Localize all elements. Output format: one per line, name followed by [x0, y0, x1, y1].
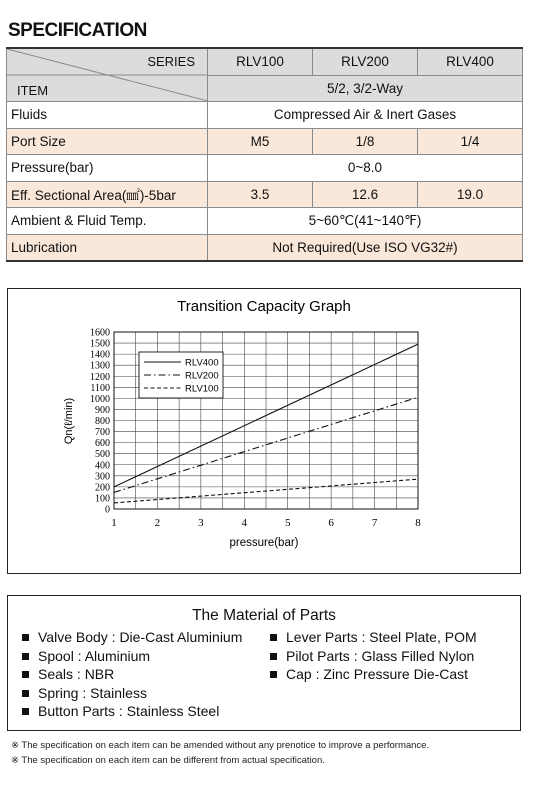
row-value: Compressed Air & Inert Gases: [208, 102, 523, 129]
material-title: The Material of Parts: [192, 607, 336, 624]
series-rlv200: RLV200: [313, 48, 418, 75]
series-rlv400: RLV400: [418, 48, 523, 75]
material-item: [270, 647, 477, 666]
y-tick-label: 1000: [90, 393, 110, 405]
y-tick-label: 1600: [90, 327, 110, 339]
material-text: Cap : Zinc Pressure Die-Cast: [286, 666, 469, 682]
material-item: [270, 628, 477, 647]
row-value: 3.5: [208, 181, 313, 208]
square-bullet-icon: [270, 634, 277, 641]
square-bullet-icon: [22, 708, 29, 715]
y-tick-label: 1100: [90, 382, 110, 394]
material-list-right: [270, 628, 477, 684]
row-value: 12.6: [313, 181, 418, 208]
x-axis-label: pressure(bar): [229, 537, 299, 549]
row-label: Ambient & Fluid Temp.: [7, 208, 208, 235]
specification-table: [6, 47, 523, 262]
x-tick-label: 8: [415, 517, 421, 529]
material-of-parts-box: [7, 595, 521, 731]
x-tick-label: 1: [111, 517, 117, 529]
x-tick-label: 7: [371, 517, 378, 529]
legend-label: RLV200: [185, 370, 219, 382]
square-bullet-icon: [22, 653, 29, 660]
row-label: Port Size: [7, 128, 208, 155]
material-text: Button Parts : Stainless Steel: [38, 703, 220, 719]
y-tick-label: 400: [95, 460, 110, 472]
y-tick-label: 600: [95, 438, 110, 450]
row-value: 1/4: [418, 128, 523, 155]
function-value: 5/2, 3/2-Way: [208, 75, 523, 102]
y-tick-label: 300: [95, 471, 110, 483]
row-value: 5~60℃(41~140℉): [208, 208, 523, 235]
temperature-row: [7, 208, 523, 235]
material-item: [22, 684, 242, 703]
material-text: Valve Body : Die-Cast Aluminium: [38, 629, 243, 645]
chart-svg: [8, 289, 520, 573]
legend-label: RLV400: [185, 357, 219, 369]
square-bullet-icon: [22, 690, 29, 697]
square-bullet-icon: [270, 653, 277, 660]
row-value: Not Required(Use ISO VG32#): [208, 234, 523, 261]
row-label: Eff. Sectional Area(㎟)-5bar: [7, 181, 208, 208]
x-tick-label: 4: [241, 517, 248, 529]
pressure-row: [7, 155, 523, 182]
row-value: 0~8.0: [208, 155, 523, 182]
footnotes: [11, 738, 429, 768]
sectional-area-row: [7, 181, 523, 208]
x-tick-label: 2: [154, 517, 161, 529]
material-text: Seals : NBR: [38, 666, 115, 682]
series-item-header-cell: [7, 48, 208, 102]
row-label: Fluids: [7, 102, 208, 129]
chart-title: Transition Capacity Graph: [177, 298, 351, 315]
footnote: ※ The specification on each item can be amended without any prenotice to improve a performance.: [11, 740, 430, 751]
material-item: [22, 665, 242, 684]
material-item: [270, 665, 477, 684]
square-bullet-icon: [22, 634, 29, 641]
y-tick-label: 500: [95, 449, 110, 461]
x-tick-label: 6: [328, 517, 334, 529]
y-tick-label: 800: [95, 416, 110, 427]
material-item: [22, 647, 242, 666]
y-tick-label: 700: [95, 427, 110, 439]
y-tick-label: 200: [95, 482, 110, 494]
row-label: Lubrication: [7, 234, 208, 261]
row-label: Pressure(bar): [7, 155, 208, 182]
page-title: SPECIFICATION: [8, 20, 147, 41]
legend-label: RLV100: [185, 383, 219, 395]
x-tick-label: 5: [284, 517, 291, 529]
series-label: SERIES: [147, 54, 195, 69]
series-header-row: [7, 48, 523, 75]
row-value: M5: [208, 128, 313, 155]
x-tick-label: 3: [198, 517, 204, 529]
port-size-row: [7, 128, 523, 155]
row-value: 1/8: [313, 128, 418, 155]
material-text: Spool : Aluminium: [38, 647, 151, 664]
y-tick-label: 900: [95, 404, 110, 416]
material-list-left: [22, 628, 242, 721]
lubrication-row: [7, 234, 523, 261]
material-text: Pilot Parts : Glass Filled Nylon: [286, 647, 475, 664]
material-text: Spring : Stainless: [38, 684, 147, 701]
transition-capacity-graph: [7, 288, 521, 574]
y-axis-label: Qn(ℓ/min): [63, 397, 75, 445]
material-text: Lever Parts : Steel Plate, POM: [286, 629, 477, 645]
y-tick-label: 1400: [90, 349, 110, 361]
series-rlv100: RLV100: [208, 48, 313, 75]
y-tick-label: 1500: [90, 338, 110, 350]
row-value: 19.0: [418, 181, 523, 208]
square-bullet-icon: [22, 671, 29, 678]
square-bullet-icon: [270, 671, 277, 678]
y-tick-label: 1300: [90, 360, 110, 372]
item-label: ITEM: [17, 83, 49, 98]
fluids-row: [7, 102, 523, 129]
y-tick-label: 0: [105, 504, 110, 516]
material-item: [22, 702, 242, 721]
y-tick-label: 100: [95, 493, 110, 505]
y-tick-label: 1200: [90, 371, 110, 383]
footnote: ※ The specification on each item can be different from actual specification.: [11, 755, 325, 766]
material-item: [22, 628, 242, 647]
